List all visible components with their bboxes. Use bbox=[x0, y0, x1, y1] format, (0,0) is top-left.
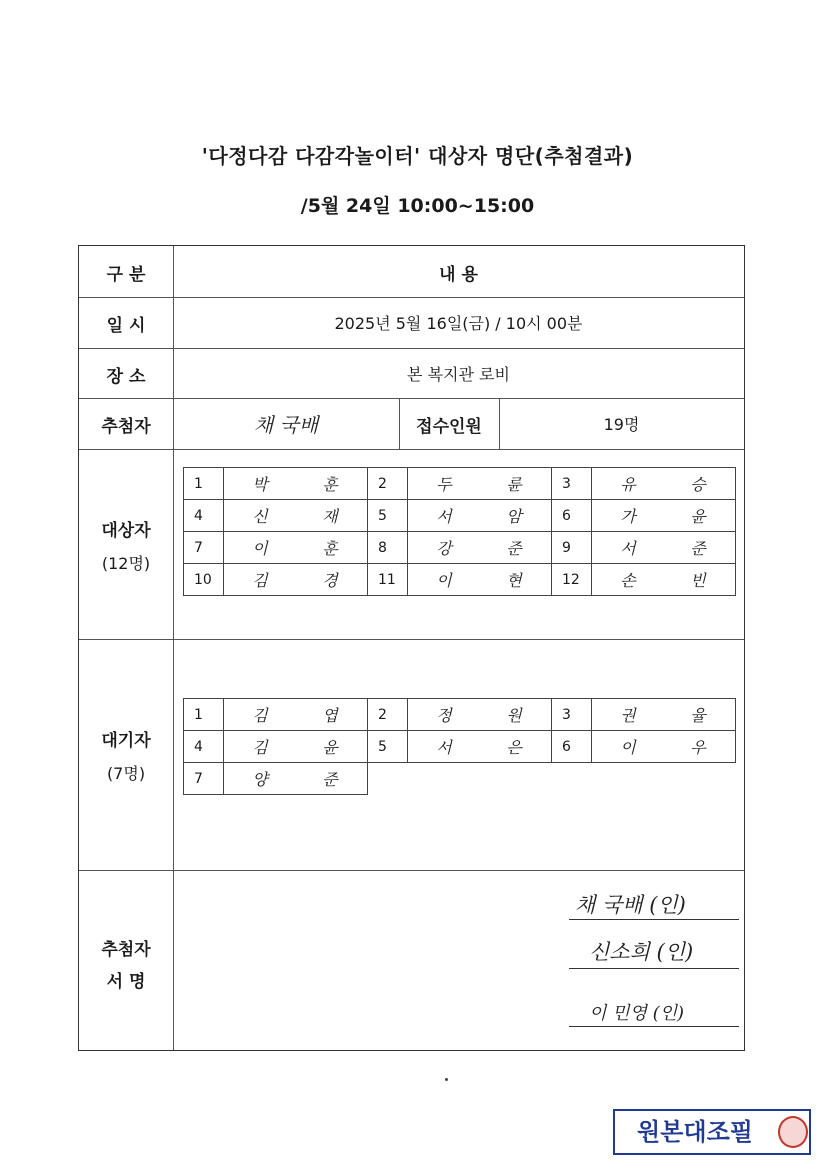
table-row bbox=[184, 532, 736, 564]
signature-2: 신소희 (인) bbox=[589, 940, 694, 964]
table-row bbox=[184, 468, 736, 500]
entry-name bbox=[224, 763, 368, 795]
name-part: 원 bbox=[506, 706, 522, 725]
document-title: '다정다감 다감각놀이터' 대상자 명단(추첨결과) bbox=[201, 144, 634, 168]
waiting-count: (7명) bbox=[106, 764, 146, 783]
original-copy-stamp bbox=[613, 1109, 811, 1155]
name-part: 양 bbox=[252, 770, 268, 789]
row-divider bbox=[79, 297, 744, 298]
entry-number: 4 bbox=[184, 731, 224, 763]
signature-line bbox=[569, 968, 739, 969]
speck bbox=[445, 1078, 448, 1081]
entry-name bbox=[592, 468, 736, 500]
signature-label-line1: 추첨자 bbox=[101, 940, 151, 960]
drawer-label: 추첨자 bbox=[101, 417, 151, 437]
result-table bbox=[78, 245, 745, 1051]
signature-label bbox=[79, 934, 173, 998]
entry-name bbox=[408, 468, 552, 500]
row-divider bbox=[79, 870, 744, 871]
entry-name bbox=[224, 564, 368, 596]
entry-number: 4 bbox=[184, 500, 224, 532]
entry-name bbox=[224, 468, 368, 500]
entry-number: 1 bbox=[184, 699, 224, 731]
name-part: 엽 bbox=[322, 706, 338, 725]
entry-name bbox=[592, 731, 736, 763]
entry-number: 1 bbox=[184, 468, 224, 500]
entry-number: 12 bbox=[552, 564, 592, 596]
table-row bbox=[184, 763, 368, 795]
drawer-name: 채 국배 bbox=[253, 413, 319, 437]
name-part: 가 bbox=[620, 507, 636, 526]
entry-name bbox=[224, 532, 368, 564]
entry-name bbox=[224, 500, 368, 532]
name-part: 유 bbox=[620, 475, 636, 494]
name-part: 서 bbox=[436, 738, 452, 757]
name-part: 훈 bbox=[322, 475, 338, 494]
row-divider bbox=[79, 639, 744, 640]
name-part: 김 bbox=[252, 571, 268, 590]
entry-number: 7 bbox=[184, 532, 224, 564]
entry-name bbox=[592, 532, 736, 564]
table-row bbox=[184, 731, 736, 763]
entry-number: 5 bbox=[368, 731, 408, 763]
entry-number: 3 bbox=[552, 468, 592, 500]
entry-number: 10 bbox=[184, 564, 224, 596]
name-part: 승 bbox=[690, 475, 706, 494]
entry-number: 6 bbox=[552, 500, 592, 532]
date-label: 일 시 bbox=[106, 316, 146, 336]
signature-line bbox=[569, 1026, 739, 1027]
name-part: 재 bbox=[322, 507, 338, 526]
entry-name bbox=[592, 699, 736, 731]
name-part: 권 bbox=[620, 706, 636, 725]
name-part: 암 bbox=[506, 507, 522, 526]
entry-name bbox=[408, 699, 552, 731]
entry-name bbox=[408, 731, 552, 763]
entry-number: 6 bbox=[552, 731, 592, 763]
header-label: 구 분 bbox=[106, 265, 146, 285]
signature-3: 이 민영 (인) bbox=[589, 1003, 685, 1024]
entry-number: 2 bbox=[368, 468, 408, 500]
name-part: 윤 bbox=[322, 738, 338, 757]
name-part: 서 bbox=[436, 507, 452, 526]
seal-icon bbox=[778, 1116, 808, 1148]
waiting-grid-last bbox=[183, 762, 368, 795]
name-part: 이 bbox=[620, 738, 636, 757]
entry-number: 11 bbox=[368, 564, 408, 596]
name-part: 이 bbox=[436, 571, 452, 590]
name-part: 두 bbox=[436, 475, 452, 494]
entry-number: 7 bbox=[184, 763, 224, 795]
document-subtitle: /5월 24일 10:00~15:00 bbox=[300, 195, 535, 217]
stamp-text: 원본대조필 bbox=[637, 1118, 753, 1146]
place-label: 장 소 bbox=[106, 367, 146, 387]
row-divider bbox=[79, 398, 744, 399]
place-value: 본 복지관 로비 bbox=[407, 365, 510, 384]
name-part: 준 bbox=[322, 770, 338, 789]
entry-name bbox=[408, 500, 552, 532]
waiting-grid bbox=[183, 698, 736, 763]
date-value: 2025년 5월 16일(금) / 10시 00분 bbox=[334, 314, 583, 333]
row-divider bbox=[79, 348, 744, 349]
name-part: 준 bbox=[506, 539, 522, 558]
targets-label-text: 대상자 bbox=[101, 521, 151, 541]
name-part: 윤 bbox=[690, 507, 706, 526]
name-part: 은 bbox=[506, 738, 522, 757]
name-part: 이 bbox=[252, 539, 268, 558]
entry-number: 2 bbox=[368, 699, 408, 731]
name-part: 강 bbox=[436, 539, 452, 558]
signature-1: 채 국배 (인) bbox=[575, 893, 686, 917]
row-divider bbox=[79, 449, 744, 450]
name-part: 박 bbox=[252, 475, 268, 494]
targets-count: (12명) bbox=[101, 554, 151, 573]
entry-number: 3 bbox=[552, 699, 592, 731]
name-part: 서 bbox=[620, 539, 636, 558]
name-part: 김 bbox=[252, 706, 268, 725]
name-part: 김 bbox=[252, 738, 268, 757]
name-part: 정 bbox=[436, 706, 452, 725]
entry-name bbox=[592, 500, 736, 532]
waiting-label-text: 대기자 bbox=[101, 731, 151, 751]
table-row bbox=[184, 564, 736, 596]
name-part: 훈 bbox=[322, 539, 338, 558]
entry-name bbox=[224, 731, 368, 763]
reception-count: 19명 bbox=[603, 415, 640, 434]
targets-grid bbox=[183, 467, 736, 596]
targets-label bbox=[79, 516, 173, 574]
name-part: 신 bbox=[252, 507, 268, 526]
waiting-label bbox=[79, 726, 173, 784]
table-row bbox=[184, 500, 736, 532]
name-part: 준 bbox=[690, 539, 706, 558]
name-part: 경 bbox=[322, 571, 338, 590]
table-row bbox=[184, 699, 736, 731]
reception-label: 접수인원 bbox=[416, 417, 482, 437]
name-part: 우 bbox=[690, 738, 706, 757]
entry-number: 5 bbox=[368, 500, 408, 532]
name-part: 현 bbox=[506, 571, 522, 590]
entry-name bbox=[224, 699, 368, 731]
header-content: 내 용 bbox=[439, 265, 478, 285]
entry-name bbox=[592, 564, 736, 596]
name-part: 손 bbox=[620, 571, 636, 590]
entry-name bbox=[408, 564, 552, 596]
name-part: 륜 bbox=[506, 475, 522, 494]
signature-line bbox=[569, 919, 739, 920]
entry-name bbox=[408, 532, 552, 564]
entry-number: 9 bbox=[552, 532, 592, 564]
entry-number: 8 bbox=[368, 532, 408, 564]
name-part: 율 bbox=[690, 706, 706, 725]
name-part: 빈 bbox=[690, 571, 706, 590]
signature-label-line2: 서 명 bbox=[106, 972, 146, 992]
